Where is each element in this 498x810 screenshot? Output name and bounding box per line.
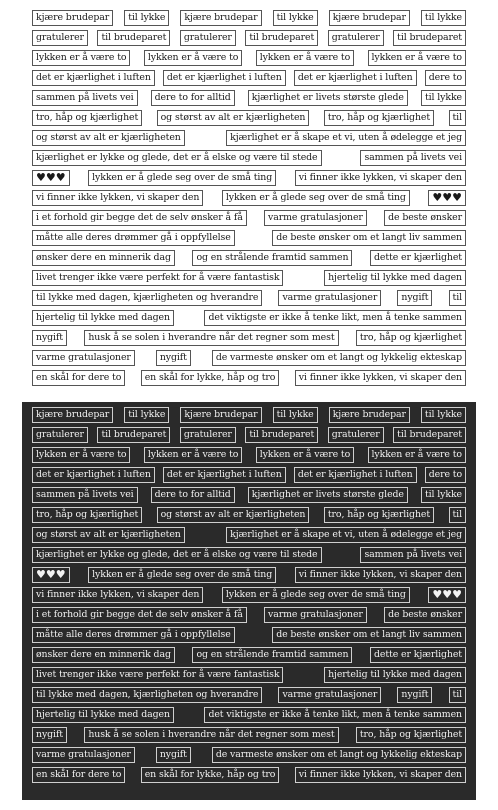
word-sticker: nygift — [156, 350, 191, 366]
word-sticker: husk å se solen i hverandre når det regner som mest — [84, 727, 338, 743]
sticker-row — [22, 50, 476, 66]
word-sticker: de beste ønsker — [384, 210, 466, 226]
word-sticker: det er kjærlighet i luften — [294, 467, 417, 483]
sticker-row — [22, 647, 476, 663]
sticker-row — [22, 310, 476, 326]
word-sticker: dere to for alltid — [151, 90, 235, 106]
word-sticker: lykken er å være to — [32, 50, 130, 66]
word-sticker: dere to — [425, 70, 466, 86]
word-sticker: varme gratulasjoner — [264, 607, 367, 623]
word-sticker: en skål for dere to — [32, 767, 125, 783]
word-sticker: vi finner ikke lykken, vi skaper den — [32, 190, 203, 206]
word-sticker: lykken er å være to — [256, 50, 354, 66]
sticker-row — [22, 607, 476, 623]
word-sticker: til lykke med dagen, kjærligheten og hverandre — [32, 290, 262, 306]
word-sticker: til — [449, 687, 466, 703]
word-sticker: kjærlighet er lykke og glede, det er å elske og være til stede — [32, 547, 322, 563]
word-sticker: sammen på livets vei — [32, 487, 138, 503]
sticker-row — [22, 427, 476, 443]
sticker-row — [22, 190, 476, 206]
sticker-sheet-white — [22, 4, 476, 394]
word-sticker: til brudeparet — [245, 30, 318, 46]
sticker-row — [22, 230, 476, 246]
word-sticker: tro, håp og kjærlighet — [356, 727, 466, 743]
word-sticker: livet trenger ikke være perfekt for å være fantastisk — [32, 667, 283, 683]
word-sticker: gratulerer — [180, 30, 236, 46]
word-sticker: kjære brudepar — [180, 10, 261, 26]
word-sticker: måtte alle deres drømmer gå i oppfyllelse — [32, 627, 235, 643]
word-sticker: tro, håp og kjærlighet — [356, 330, 466, 346]
word-sticker: vi finner ikke lykken, vi skaper den — [295, 170, 466, 186]
sticker-row — [22, 110, 476, 126]
sticker-row — [22, 447, 476, 463]
word-sticker: kjære brudepar — [180, 407, 261, 423]
word-sticker: kjærlighet er livets største glede — [248, 90, 408, 106]
word-sticker: måtte alle deres drømmer gå i oppfyllelse — [32, 230, 235, 246]
word-sticker: til lykke — [124, 10, 169, 26]
sticker-row — [22, 250, 476, 266]
word-sticker: til brudeparet — [393, 427, 466, 443]
word-sticker: dette er kjærlighet — [370, 647, 466, 663]
word-sticker: lykken er å være to — [256, 447, 354, 463]
word-sticker: til lykke — [273, 407, 318, 423]
word-sticker: en skål for lykke, håp og tro — [141, 370, 280, 386]
word-sticker: og størst av alt er kjærligheten — [157, 507, 310, 523]
word-sticker: til lykke med dagen, kjærligheten og hverandre — [32, 687, 262, 703]
word-sticker: lykken er å være to — [368, 50, 466, 66]
sticker-row — [22, 627, 476, 643]
word-sticker: varme gratulasjoner — [32, 747, 135, 763]
sticker-row — [22, 70, 476, 86]
word-sticker: varme gratulasjoner — [278, 290, 381, 306]
word-sticker: og størst av alt er kjærligheten — [157, 110, 310, 126]
sticker-row — [22, 727, 476, 743]
sticker-row — [22, 290, 476, 306]
sticker-row — [22, 507, 476, 523]
sticker-sheet-black — [22, 402, 476, 800]
sticker-row — [22, 747, 476, 763]
word-sticker: hjertelig til lykke med dagen — [32, 707, 174, 723]
word-sticker: lykken er å være to — [144, 50, 242, 66]
word-sticker: nygift — [397, 290, 432, 306]
sticker-row — [22, 90, 476, 106]
word-sticker: tro, håp og kjærlighet — [32, 507, 142, 523]
word-sticker: en skål for dere to — [32, 370, 125, 386]
word-sticker: hjertelig til lykke med dagen — [32, 310, 174, 326]
word-sticker: gratulerer — [32, 427, 88, 443]
word-sticker: lykken er å være to — [32, 447, 130, 463]
word-sticker: lykken er å glede seg over de små ting — [88, 567, 276, 583]
word-sticker: til — [449, 290, 466, 306]
word-sticker: hjertelig til lykke med dagen — [324, 270, 466, 286]
word-sticker: lykken er å glede seg over de små ting — [222, 587, 410, 603]
hearts-sticker: ♥♥♥ — [32, 170, 70, 186]
word-sticker: vi finner ikke lykken, vi skaper den — [295, 767, 466, 783]
word-sticker: varme gratulasjoner — [278, 687, 381, 703]
word-sticker: kjærlighet er å skape et vi, uten å ødelegge et jeg — [226, 130, 466, 146]
word-sticker: de varmeste ønsker om et langt og lykkelig ekteskap — [212, 350, 466, 366]
word-sticker: til lykke — [421, 10, 466, 26]
word-sticker: kjærlighet er lykke og glede, det er å elske og være til stede — [32, 150, 322, 166]
sticker-row — [22, 350, 476, 366]
sticker-row — [22, 170, 476, 186]
sticker-row — [22, 707, 476, 723]
word-sticker: vi finner ikke lykken, vi skaper den — [32, 587, 203, 603]
word-sticker: til — [449, 110, 466, 126]
word-sticker: gratulerer — [328, 427, 384, 443]
word-sticker: nygift — [156, 747, 191, 763]
sticker-row — [22, 487, 476, 503]
sticker-row — [22, 150, 476, 166]
word-sticker: gratulerer — [180, 427, 236, 443]
sticker-row — [22, 547, 476, 563]
word-sticker: til brudeparet — [97, 427, 170, 443]
word-sticker: det viktigste er ikke å tenke likt, men å tenke sammen — [204, 707, 466, 723]
word-sticker: kjærlighet er å skape et vi, uten å ødelegge et jeg — [226, 527, 466, 543]
word-sticker: til lykke — [421, 407, 466, 423]
word-sticker: kjærlighet er livets største glede — [248, 487, 408, 503]
word-sticker: det er kjærlighet i luften — [163, 70, 286, 86]
word-sticker: og en strålende framtid sammen — [192, 647, 352, 663]
word-sticker: tro, håp og kjærlighet — [32, 110, 142, 126]
word-sticker: til lykke — [421, 487, 466, 503]
sticker-row — [22, 527, 476, 543]
sticker-row — [22, 667, 476, 683]
word-sticker: lykken er å være to — [368, 447, 466, 463]
hearts-sticker: ♥♥♥ — [32, 567, 70, 583]
sticker-row — [22, 10, 476, 26]
word-sticker: de beste ønsker om et langt liv sammen — [272, 230, 466, 246]
word-sticker: tro, håp og kjærlighet — [324, 110, 434, 126]
word-sticker: lykken er å glede seg over de små ting — [88, 170, 276, 186]
word-sticker: vi finner ikke lykken, vi skaper den — [295, 567, 466, 583]
word-sticker: det er kjærlighet i luften — [32, 70, 155, 86]
sticker-row — [22, 270, 476, 286]
word-sticker: det er kjærlighet i luften — [294, 70, 417, 86]
sticker-row — [22, 210, 476, 226]
word-sticker: livet trenger ikke være perfekt for å være fantastisk — [32, 270, 283, 286]
word-sticker: nygift — [32, 727, 67, 743]
word-sticker: dette er kjærlighet — [370, 250, 466, 266]
word-sticker: og størst av alt er kjærligheten — [32, 130, 185, 146]
word-sticker: de beste ønsker — [384, 607, 466, 623]
word-sticker: til brudeparet — [97, 30, 170, 46]
sticker-row — [22, 330, 476, 346]
word-sticker: hjertelig til lykke med dagen — [324, 667, 466, 683]
word-sticker: til lykke — [421, 90, 466, 106]
word-sticker: til — [449, 507, 466, 523]
sticker-row — [22, 467, 476, 483]
word-sticker: kjære brudepar — [329, 10, 410, 26]
word-sticker: kjære brudepar — [329, 407, 410, 423]
word-sticker: i et forhold gir begge det de selv ønsker å få — [32, 607, 247, 623]
sticker-row — [22, 567, 476, 583]
word-sticker: gratulerer — [32, 30, 88, 46]
word-sticker: kjære brudepar — [32, 407, 113, 423]
word-sticker: sammen på livets vei — [360, 150, 466, 166]
sticker-row — [22, 370, 476, 386]
sticker-row — [22, 767, 476, 783]
word-sticker: varme gratulasjoner — [264, 210, 367, 226]
word-sticker: tro, håp og kjærlighet — [324, 507, 434, 523]
word-sticker: dere to — [425, 467, 466, 483]
word-sticker: lykken er å glede seg over de små ting — [222, 190, 410, 206]
word-sticker: en skål for lykke, håp og tro — [141, 767, 280, 783]
sticker-row — [22, 30, 476, 46]
word-sticker: til brudeparet — [393, 30, 466, 46]
hearts-sticker: ♥♥♥ — [428, 587, 466, 603]
word-sticker: nygift — [32, 330, 67, 346]
word-sticker: og en strålende framtid sammen — [192, 250, 352, 266]
word-sticker: de varmeste ønsker om et langt og lykkelig ekteskap — [212, 747, 466, 763]
hearts-sticker: ♥♥♥ — [428, 190, 466, 206]
word-sticker: det viktigste er ikke å tenke likt, men å tenke sammen — [204, 310, 466, 326]
word-sticker: ønsker dere en minnerik dag — [32, 647, 175, 663]
word-sticker: husk å se solen i hverandre når det regner som mest — [84, 330, 338, 346]
word-sticker: til lykke — [273, 10, 318, 26]
word-sticker: nygift — [397, 687, 432, 703]
word-sticker: ønsker dere en minnerik dag — [32, 250, 175, 266]
word-sticker: i et forhold gir begge det de selv ønsker å få — [32, 210, 247, 226]
word-sticker: dere to for alltid — [151, 487, 235, 503]
word-sticker: sammen på livets vei — [360, 547, 466, 563]
word-sticker: det er kjærlighet i luften — [32, 467, 155, 483]
sticker-row — [22, 130, 476, 146]
sticker-row — [22, 687, 476, 703]
word-sticker: det er kjærlighet i luften — [163, 467, 286, 483]
word-sticker: kjære brudepar — [32, 10, 113, 26]
word-sticker: vi finner ikke lykken, vi skaper den — [295, 370, 466, 386]
word-sticker: gratulerer — [328, 30, 384, 46]
word-sticker: lykken er å være to — [144, 447, 242, 463]
sticker-row — [22, 407, 476, 423]
word-sticker: til lykke — [124, 407, 169, 423]
word-sticker: og størst av alt er kjærligheten — [32, 527, 185, 543]
sticker-row — [22, 587, 476, 603]
word-sticker: sammen på livets vei — [32, 90, 138, 106]
word-sticker: varme gratulasjoner — [32, 350, 135, 366]
word-sticker: til brudeparet — [245, 427, 318, 443]
word-sticker: de beste ønsker om et langt liv sammen — [272, 627, 466, 643]
